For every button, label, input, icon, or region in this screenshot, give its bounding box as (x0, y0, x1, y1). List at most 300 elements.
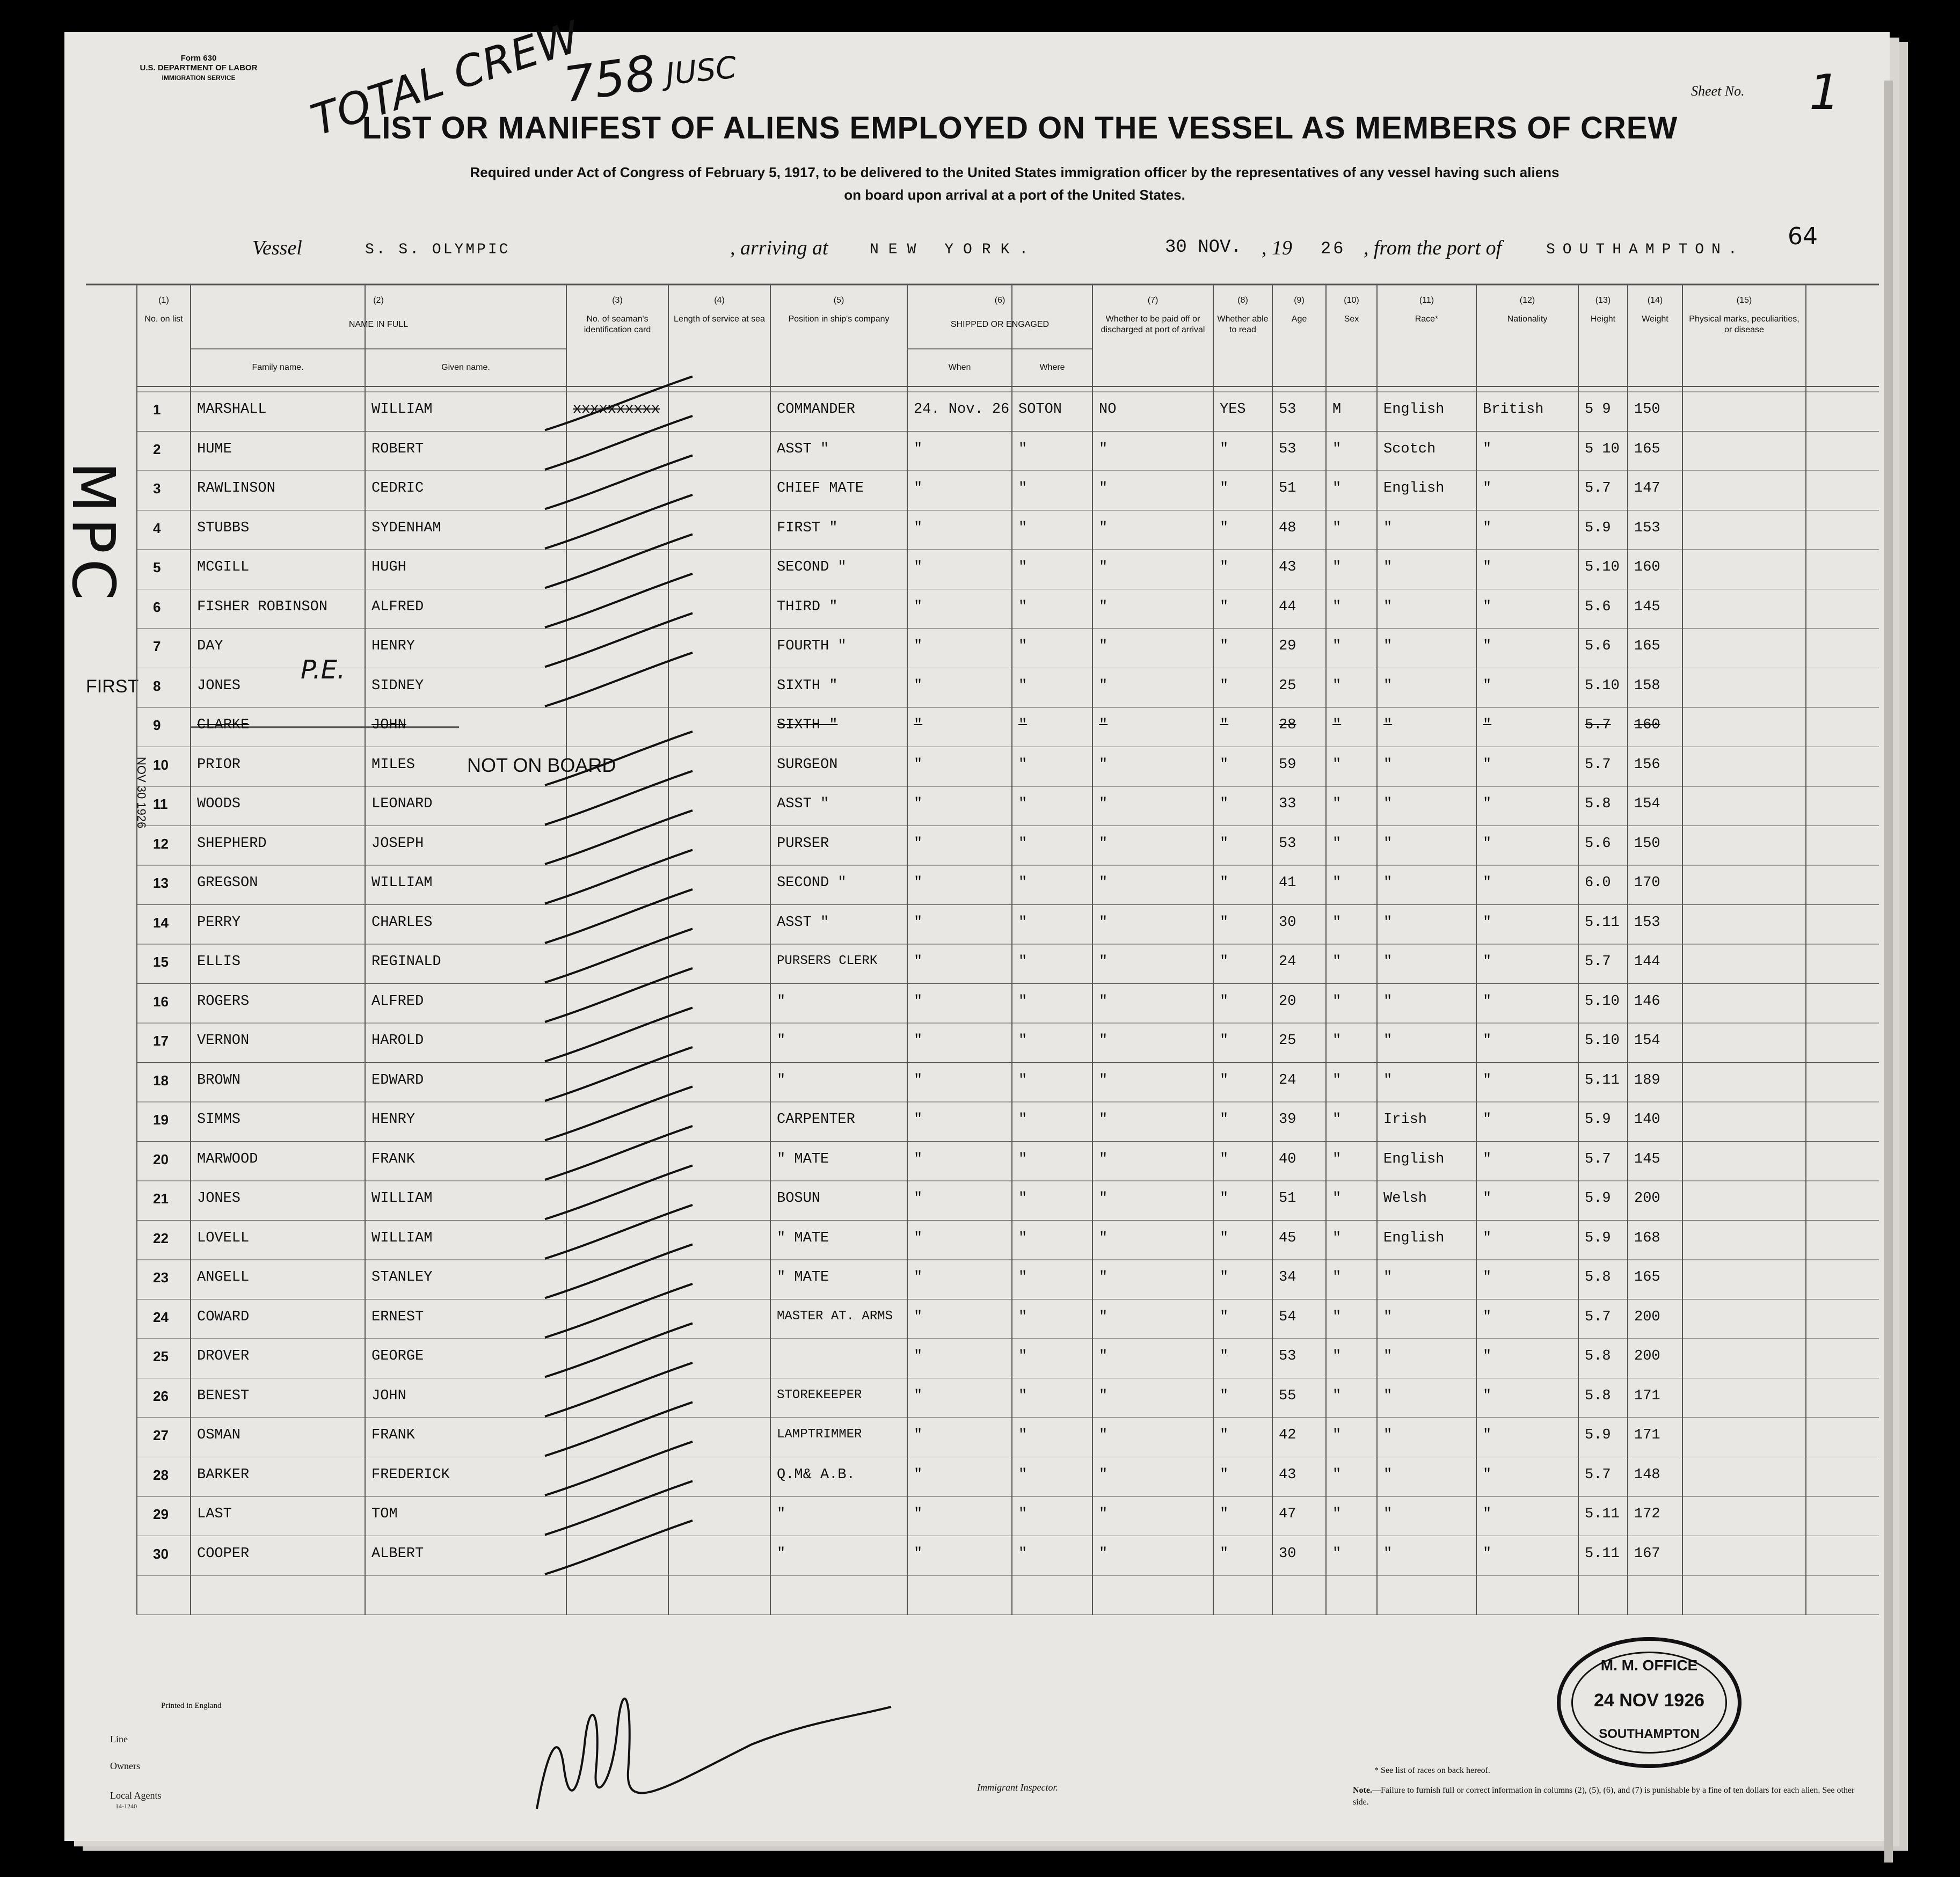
paid-off: " (1099, 677, 1108, 694)
paid-off: " (1099, 1269, 1108, 1286)
inspector-signature (526, 1632, 902, 1830)
year-prefix: , 19 (1262, 237, 1292, 259)
position: ASST " (777, 441, 829, 457)
height: 5.7 (1585, 1151, 1611, 1167)
manifest-sheet (59, 12, 1890, 1841)
able-to-read: " (1220, 1072, 1229, 1089)
given-name: WILLIAM (371, 875, 433, 891)
given-name: FREDERICK (371, 1466, 450, 1483)
shipped-where: " (1018, 756, 1028, 773)
position: PURSER (777, 835, 829, 852)
family-name: JONES (197, 1191, 241, 1207)
position: STOREKEEPER (777, 1387, 862, 1403)
position: FIRST " (777, 520, 838, 536)
able-to-read: " (1220, 1545, 1229, 1562)
height: 5 9 (1585, 401, 1611, 418)
height: 5.8 (1585, 796, 1611, 812)
paid-off: " (1099, 756, 1108, 773)
able-to-read: " (1220, 954, 1229, 970)
sheet-number: 1 (1809, 64, 1840, 121)
sex: " (1332, 441, 1342, 457)
row-number: 24 (153, 1309, 169, 1325)
given-name: LEONARD (371, 796, 433, 812)
family-name: COOPER (197, 1545, 250, 1562)
position: " MATE (777, 1269, 829, 1286)
position: LAMPTRIMMER (777, 1427, 862, 1442)
sex: " (1332, 1112, 1342, 1128)
row-number: 12 (153, 835, 169, 852)
check-mark (545, 1284, 693, 1338)
age: 40 (1279, 1151, 1296, 1167)
height: 5.10 (1585, 677, 1620, 694)
able-to-read: " (1220, 993, 1229, 1010)
check-mark (545, 850, 693, 903)
able-to-read: " (1220, 914, 1229, 931)
race: " (1383, 835, 1393, 852)
column-number: (11) (1419, 296, 1434, 305)
age: 43 (1279, 559, 1296, 575)
sex: " (1332, 677, 1342, 694)
family-name: MARSHALL (197, 401, 267, 418)
height: 5.7 (1585, 756, 1611, 773)
position: THIRD " (777, 598, 838, 615)
family-name: BROWN (197, 1072, 241, 1089)
paid-off: " (1099, 638, 1108, 654)
margin-first: FIRST (86, 676, 139, 697)
weight: 171 (1634, 1387, 1660, 1404)
departure-port: SOUTHAMPTON. (1546, 242, 1745, 258)
race: English (1383, 1151, 1445, 1167)
shipped-when: " (914, 1545, 923, 1562)
age: 55 (1279, 1387, 1296, 1404)
sex: " (1332, 914, 1342, 931)
height: 5.9 (1585, 1230, 1611, 1246)
family-name: MARWOOD (197, 1151, 258, 1167)
family-name: ANGELL (197, 1269, 250, 1286)
race: " (1383, 914, 1393, 931)
able-to-read: " (1220, 1033, 1229, 1049)
row-number: 17 (153, 1033, 169, 1049)
column-number: (5) (833, 296, 844, 305)
nationality: " (1483, 1387, 1492, 1404)
able-to-read: " (1220, 559, 1229, 575)
shipped-when: " (914, 1072, 923, 1089)
paid-off: " (1099, 875, 1108, 891)
paid-off: " (1099, 1230, 1108, 1246)
family-name: SIMMS (197, 1112, 241, 1128)
weight: 167 (1634, 1545, 1660, 1562)
nationality: " (1483, 1033, 1492, 1049)
able-to-read: " (1220, 677, 1229, 694)
weight: 153 (1634, 914, 1660, 931)
given-name: TOM (371, 1506, 398, 1522)
position: " (777, 1506, 786, 1522)
nationality: " (1483, 993, 1492, 1010)
race-note: * See list of races on back hereof. (1374, 1766, 1490, 1775)
height: 5.10 (1585, 1033, 1620, 1049)
column-number: (12) (1519, 296, 1535, 305)
given-name: ALFRED (371, 993, 424, 1010)
mm-office-stamp (1557, 1637, 1742, 1768)
able-to-read: " (1220, 1309, 1229, 1325)
shipped-where: " (1018, 1427, 1028, 1443)
page-ref: 64 (1788, 223, 1818, 250)
check-mark (545, 771, 693, 824)
position: " (777, 1545, 786, 1562)
shipped-where: " (1018, 717, 1028, 733)
family-name: WOODS (197, 796, 241, 812)
position: SURGEON (777, 756, 838, 773)
sex: " (1332, 1506, 1342, 1522)
shipped-where: " (1018, 598, 1028, 615)
row-number: 16 (153, 993, 169, 1010)
shipped-when: " (914, 480, 923, 496)
nationality: " (1483, 1191, 1492, 1207)
row-number: 25 (153, 1348, 169, 1364)
weight: 165 (1634, 441, 1660, 457)
shipped-where: " (1018, 1151, 1028, 1167)
family-name: PERRY (197, 914, 241, 931)
sex: " (1332, 1151, 1342, 1167)
arrival-port: NEW YORK. (870, 242, 1038, 258)
sex: " (1332, 1348, 1342, 1364)
family-name: VERNON (197, 1033, 250, 1049)
margin-date-stamp: NOV 30 1926 (135, 757, 148, 829)
race: " (1383, 1348, 1393, 1364)
sex: " (1332, 756, 1342, 773)
height: 5.6 (1585, 598, 1611, 615)
nationality: " (1483, 677, 1492, 694)
shipped-when: " (914, 559, 923, 575)
row-number: 23 (153, 1269, 169, 1286)
position: CHIEF MATE (777, 480, 864, 496)
age: 51 (1279, 480, 1296, 496)
nationality: " (1483, 638, 1492, 654)
shipped-where: " (1018, 796, 1028, 812)
shipped-where: " (1018, 1112, 1028, 1128)
height: 5.10 (1585, 559, 1620, 575)
sex: " (1332, 1309, 1342, 1325)
family-name: FISHER ROBINSON (197, 598, 328, 615)
check-mark (545, 1363, 693, 1416)
shipped-where: " (1018, 1072, 1028, 1089)
column-number: (7) (1147, 296, 1158, 305)
arrival-year: 26 (1321, 239, 1346, 259)
nationality: " (1483, 1230, 1492, 1246)
sheet-label: Sheet No. (1691, 83, 1745, 99)
race: " (1383, 677, 1393, 694)
weight: 168 (1634, 1230, 1660, 1246)
family-name: BENEST (197, 1387, 250, 1404)
check-mark (545, 534, 693, 588)
paid-off: " (1099, 1112, 1108, 1128)
paid-off: " (1099, 1506, 1108, 1522)
given-name: ROBERT (371, 441, 424, 457)
race: " (1383, 1033, 1393, 1049)
height: 5.10 (1585, 993, 1620, 1010)
age: 29 (1279, 638, 1296, 654)
family-name: PRIOR (197, 756, 241, 773)
sex: " (1332, 1033, 1342, 1049)
subtitle-line2: on board upon arrival at a port of the United States. (844, 187, 1185, 203)
nationality: " (1483, 598, 1492, 615)
check-mark (545, 416, 693, 470)
shipped-where: " (1018, 914, 1028, 931)
shipped-when: " (914, 1309, 923, 1325)
paid-off: " (1099, 1387, 1108, 1404)
row-number: 2 (153, 441, 161, 457)
height: 5 10 (1585, 441, 1620, 457)
sex: " (1332, 638, 1342, 654)
paid-off: " (1099, 1033, 1108, 1049)
weight: 165 (1634, 638, 1660, 654)
column-label: No. on list (144, 315, 183, 324)
check-mark (545, 1007, 693, 1061)
paid-off: " (1099, 441, 1108, 457)
sex: " (1332, 1072, 1342, 1089)
age: 53 (1279, 441, 1296, 457)
race: " (1383, 954, 1393, 970)
age: 51 (1279, 1191, 1296, 1207)
sex: " (1332, 1191, 1342, 1207)
given-name: HENRY (371, 1112, 416, 1128)
nationality: " (1483, 480, 1492, 496)
row-number: 29 (153, 1506, 169, 1522)
race: " (1383, 1506, 1393, 1522)
nationality: " (1483, 717, 1492, 733)
row-number: 11 (153, 796, 168, 812)
check-mark (545, 455, 693, 509)
row-number: 8 (153, 677, 161, 694)
handwritten-initials: JUSC (664, 50, 739, 92)
race: " (1383, 1545, 1393, 1562)
height: 5.11 (1585, 1072, 1620, 1089)
race: " (1383, 1269, 1393, 1286)
age: 42 (1279, 1427, 1296, 1443)
paid-off: " (1099, 1545, 1108, 1562)
punch-hole (48, 1159, 64, 1175)
nationality: " (1483, 1427, 1492, 1443)
weight: 158 (1634, 677, 1660, 694)
paid-off: " (1099, 1427, 1108, 1443)
column-number: (3) (612, 296, 623, 305)
position: " MATE (777, 1230, 829, 1246)
column-number: (10) (1344, 296, 1359, 305)
paid-off: " (1099, 559, 1108, 575)
shipped-where: " (1018, 1545, 1028, 1562)
position: FOURTH " (777, 638, 847, 654)
sex: " (1332, 598, 1342, 615)
nationality: " (1483, 1348, 1492, 1364)
able-to-read: " (1220, 1466, 1229, 1483)
height: 5.9 (1585, 1427, 1611, 1443)
able-to-read: " (1220, 1427, 1229, 1443)
stamp-bottom-text: SOUTHAMPTON (1599, 1727, 1700, 1741)
age: 25 (1279, 677, 1296, 694)
able-to-read: " (1220, 875, 1229, 891)
weight: 200 (1634, 1309, 1660, 1325)
shipped-when: " (914, 1506, 923, 1522)
able-to-read: " (1220, 835, 1229, 852)
given-name: ERNEST (371, 1309, 424, 1325)
paid-off: " (1099, 993, 1108, 1010)
height: 5.11 (1585, 1506, 1620, 1522)
given-name: ALFRED (371, 598, 424, 615)
shipped-when: " (914, 717, 923, 733)
weight: 154 (1634, 1033, 1660, 1049)
sex: " (1332, 717, 1342, 733)
family-name: DROVER (197, 1348, 250, 1364)
shipped-where: " (1018, 1191, 1028, 1207)
sex: " (1332, 993, 1342, 1010)
age: 24 (1279, 954, 1296, 970)
nationality: " (1483, 1112, 1492, 1128)
shipped-where: " (1018, 1348, 1028, 1364)
not-on-board-note: NOT ON BOARD (467, 754, 616, 776)
sex: " (1332, 835, 1342, 852)
race: " (1383, 717, 1393, 733)
age: 41 (1279, 875, 1296, 891)
paid-off: " (1099, 1072, 1108, 1089)
paid-off: " (1099, 1309, 1108, 1325)
height: 5.8 (1585, 1387, 1611, 1404)
row-number: 13 (153, 875, 169, 891)
weight: 150 (1634, 835, 1660, 852)
column-number: (6) (994, 296, 1005, 305)
sex: " (1332, 559, 1342, 575)
shipped-when: " (914, 441, 923, 457)
row-number: 14 (153, 914, 169, 931)
column-number: (15) (1736, 296, 1752, 305)
row-number: 9 (153, 717, 161, 733)
arrival-date: 30 NOV. (1165, 237, 1242, 258)
shipped-where: " (1018, 638, 1028, 654)
row-number: 4 (153, 520, 161, 536)
check-mark (545, 1126, 693, 1180)
column-label: Whether to be paid off or discharged at port of arrival (1101, 315, 1205, 334)
sex: M (1332, 401, 1342, 418)
height: 5.9 (1585, 1191, 1611, 1207)
position: Q.M& A.B. (777, 1466, 855, 1483)
row-number: 18 (153, 1072, 169, 1089)
age: 44 (1279, 598, 1296, 615)
family-name: GREGSON (197, 875, 258, 891)
given-name: REGINALD (371, 954, 441, 970)
sex: " (1332, 1466, 1342, 1483)
check-mark (545, 1521, 693, 1574)
given-name: ALBERT (371, 1545, 424, 1562)
position: " (777, 993, 786, 1010)
nationality: British (1483, 401, 1544, 418)
age: 48 (1279, 520, 1296, 536)
column-sublabel: Given name. (441, 363, 490, 372)
height: 5.7 (1585, 1466, 1611, 1483)
race: " (1383, 796, 1393, 812)
weight: 200 (1634, 1348, 1660, 1364)
height: 5.6 (1585, 638, 1611, 654)
shipped-when: " (914, 1230, 923, 1246)
weight: 150 (1634, 401, 1660, 418)
shipped-where: " (1018, 559, 1028, 575)
position: CARPENTER (777, 1112, 855, 1128)
given-name: FRANK (371, 1427, 416, 1443)
given-name: JOSEPH (371, 835, 424, 852)
shipped-where: " (1018, 1309, 1028, 1325)
family-name: OSMAN (197, 1427, 241, 1443)
given-name: SIDNEY (371, 677, 424, 694)
nationality: " (1483, 914, 1492, 931)
race: " (1383, 993, 1393, 1010)
height: 5.7 (1585, 480, 1611, 496)
race: " (1383, 875, 1393, 891)
weight: 140 (1634, 1112, 1660, 1128)
age: 33 (1279, 796, 1296, 812)
weight: 165 (1634, 1269, 1660, 1286)
position: SIXTH " (777, 717, 838, 733)
shipped-when: " (914, 756, 923, 773)
shipped-where: " (1018, 1506, 1028, 1522)
nationality: " (1483, 441, 1492, 457)
age: 30 (1279, 1545, 1296, 1562)
race: English (1383, 480, 1445, 496)
age: 53 (1279, 835, 1296, 852)
page-edge (1884, 81, 1893, 1863)
age: 28 (1279, 717, 1296, 733)
row-number: 1 (153, 401, 161, 418)
department: U.S. DEPARTMENT OF LABOR (140, 63, 258, 72)
column-label: Height (1590, 315, 1616, 324)
race: Irish (1383, 1112, 1427, 1128)
given-name: MILES (371, 756, 416, 773)
age: 54 (1279, 1309, 1296, 1325)
age: 45 (1279, 1230, 1296, 1246)
sex: " (1332, 520, 1342, 536)
weight: 147 (1634, 480, 1660, 496)
column-label: Length of service at sea (674, 315, 765, 324)
note-label: Note. (1353, 1786, 1372, 1795)
note-text: —Failure to furnish full or correct information in columns (2), (5), (6), and (7) is punishable by a fine of ten dollars for each alien. See other side. (1353, 1786, 1855, 1807)
race: " (1383, 559, 1393, 575)
seaman-card: xxxxxxxxxx (573, 401, 660, 418)
race: " (1383, 598, 1393, 615)
row-number: 26 (153, 1387, 169, 1404)
shipped-when: " (914, 1387, 923, 1404)
vessel-name: S. S. OLYMPIC (365, 242, 511, 258)
nationality: " (1483, 796, 1492, 812)
race: " (1383, 638, 1393, 654)
row-number: 10 (153, 756, 169, 773)
sex: " (1332, 1230, 1342, 1246)
weight: 153 (1634, 520, 1660, 536)
shipped-when: " (914, 796, 923, 812)
shipped-where: " (1018, 875, 1028, 891)
age: 39 (1279, 1112, 1296, 1128)
shipped-when: " (914, 677, 923, 694)
punch-hole (48, 848, 64, 864)
column-label: Nationality (1507, 315, 1548, 324)
column-label: Age (1291, 315, 1307, 324)
row-number: 19 (153, 1112, 169, 1128)
check-mark (545, 929, 693, 982)
race: Welsh (1383, 1191, 1427, 1207)
column-sublabel: Where (1039, 363, 1065, 372)
shipped-when: " (914, 875, 923, 891)
height: 5.9 (1585, 520, 1611, 536)
nationality: " (1483, 1506, 1492, 1522)
check-mark (545, 810, 693, 864)
nationality: " (1483, 559, 1492, 575)
column-sublabel: Family name. (252, 363, 304, 372)
